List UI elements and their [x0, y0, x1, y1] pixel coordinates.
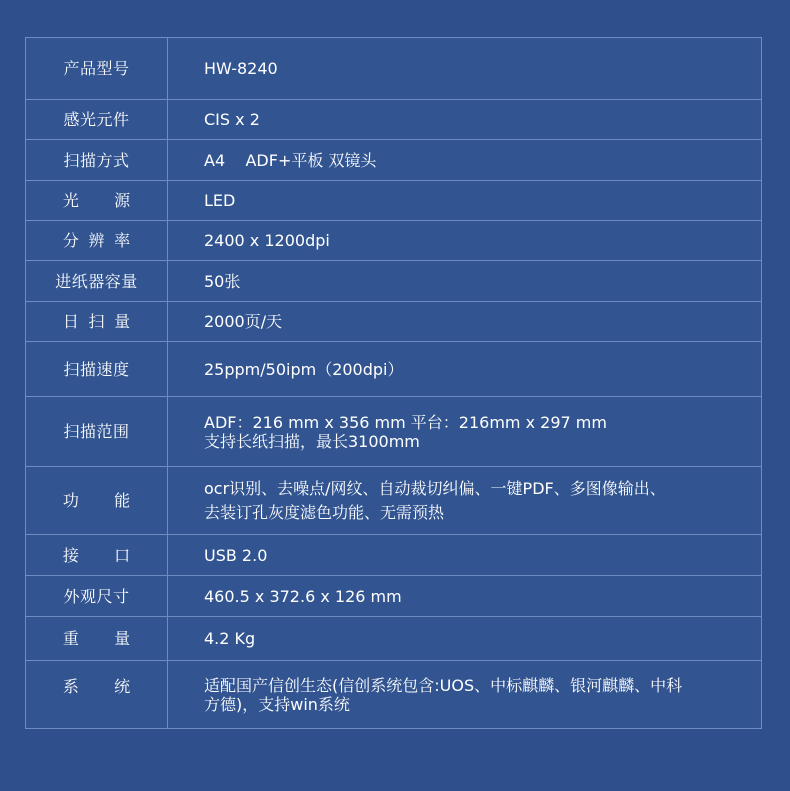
- spec-value-line: A4 ADF+平板 双镜头: [204, 150, 377, 170]
- spec-value: [168, 342, 762, 397]
- spec-value: [168, 576, 762, 617]
- spec-label: [26, 467, 168, 535]
- spec-row-model: [26, 38, 762, 100]
- spec-value: [168, 617, 762, 661]
- spec-row-weight: [26, 617, 762, 661]
- spec-row-sensor: [26, 100, 762, 140]
- spec-label: 外观尺寸: [26, 576, 168, 617]
- spec-value: [168, 140, 762, 181]
- spec-value: [168, 467, 762, 535]
- spec-label: 扫描速度: [26, 342, 168, 397]
- spec-row-daily-volume: [26, 302, 762, 342]
- spec-row-dimensions: [26, 576, 762, 617]
- spec-value-line: HW-8240: [204, 59, 278, 78]
- spec-label-text: 系统: [62, 677, 166, 696]
- spec-label: 扫描范围: [26, 397, 168, 467]
- spec-label: [26, 661, 168, 729]
- spec-value-line: 25ppm/50ipm（200dpi）: [204, 359, 404, 379]
- spec-value: [168, 181, 762, 221]
- spec-label: [26, 535, 168, 576]
- spec-label: 产品型号: [26, 38, 168, 100]
- spec-value: [168, 261, 762, 302]
- spec-value-line: 2400 x 1200dpi: [204, 231, 330, 250]
- spec-row-light-source: [26, 181, 762, 221]
- spec-value-line: 2000页/天: [204, 312, 283, 331]
- spec-value: [168, 38, 762, 100]
- spec-value-line: LED: [204, 191, 236, 210]
- spec-label: [26, 181, 168, 221]
- spec-label-text: 分辨率: [62, 231, 140, 250]
- spec-label-text: 功能: [62, 491, 166, 510]
- spec-value: [168, 535, 762, 576]
- spec-value-line: CIS x 2: [204, 110, 260, 129]
- spec-label: 进纸器容量: [26, 261, 168, 302]
- spec-value: [168, 397, 762, 467]
- spec-row-scan-speed: [26, 342, 762, 397]
- spec-row-scan-range: [26, 397, 762, 467]
- spec-value-line: 适配国产信创生态(信创系统包含:UOS、中标麒麟、银河麒麟、中科: [204, 676, 683, 695]
- spec-value-line: 50张: [204, 271, 241, 291]
- spec-label-text: 光源: [62, 191, 166, 210]
- spec-row-features: [26, 467, 762, 535]
- spec-label: [26, 617, 168, 661]
- spec-row-system: [26, 661, 762, 729]
- spec-label: 感光元件: [26, 100, 168, 140]
- spec-value: [168, 302, 762, 342]
- spec-value: [168, 221, 762, 261]
- spec-row-resolution: [26, 221, 762, 261]
- spec-value-line: 4.2 Kg: [204, 629, 256, 648]
- spec-value-line: 支持长纸扫描，最长3100mm: [204, 431, 420, 451]
- spec-table: [25, 37, 762, 729]
- spec-value-line: USB 2.0: [204, 545, 268, 565]
- spec-value-line: ADF：216 mm x 356 mm 平台：216mm x 297 mm: [204, 412, 607, 432]
- spec-row-scan-method: [26, 140, 762, 181]
- spec-label-text: 日扫量: [62, 312, 140, 331]
- spec-value: [168, 100, 762, 140]
- spec-label: [26, 221, 168, 261]
- spec-label-text: 接口: [62, 545, 166, 565]
- spec-value-line: 方德)，支持win系统: [204, 695, 350, 714]
- spec-value-line: 去装订孔灰度滤色功能、无需预热: [204, 503, 445, 522]
- spec-label: 扫描方式: [26, 140, 168, 181]
- spec-value-line: ocr识别、去噪点/网纹、自动裁切纠偏、一键PDF、多图像输出、: [204, 479, 666, 498]
- spec-value: [168, 661, 762, 729]
- spec-row-interface: [26, 535, 762, 576]
- spec-value-line: 460.5 x 372.6 x 126 mm: [204, 586, 402, 606]
- spec-label: [26, 302, 168, 342]
- spec-row-feeder: [26, 261, 762, 302]
- spec-label-text: 重量: [62, 629, 166, 648]
